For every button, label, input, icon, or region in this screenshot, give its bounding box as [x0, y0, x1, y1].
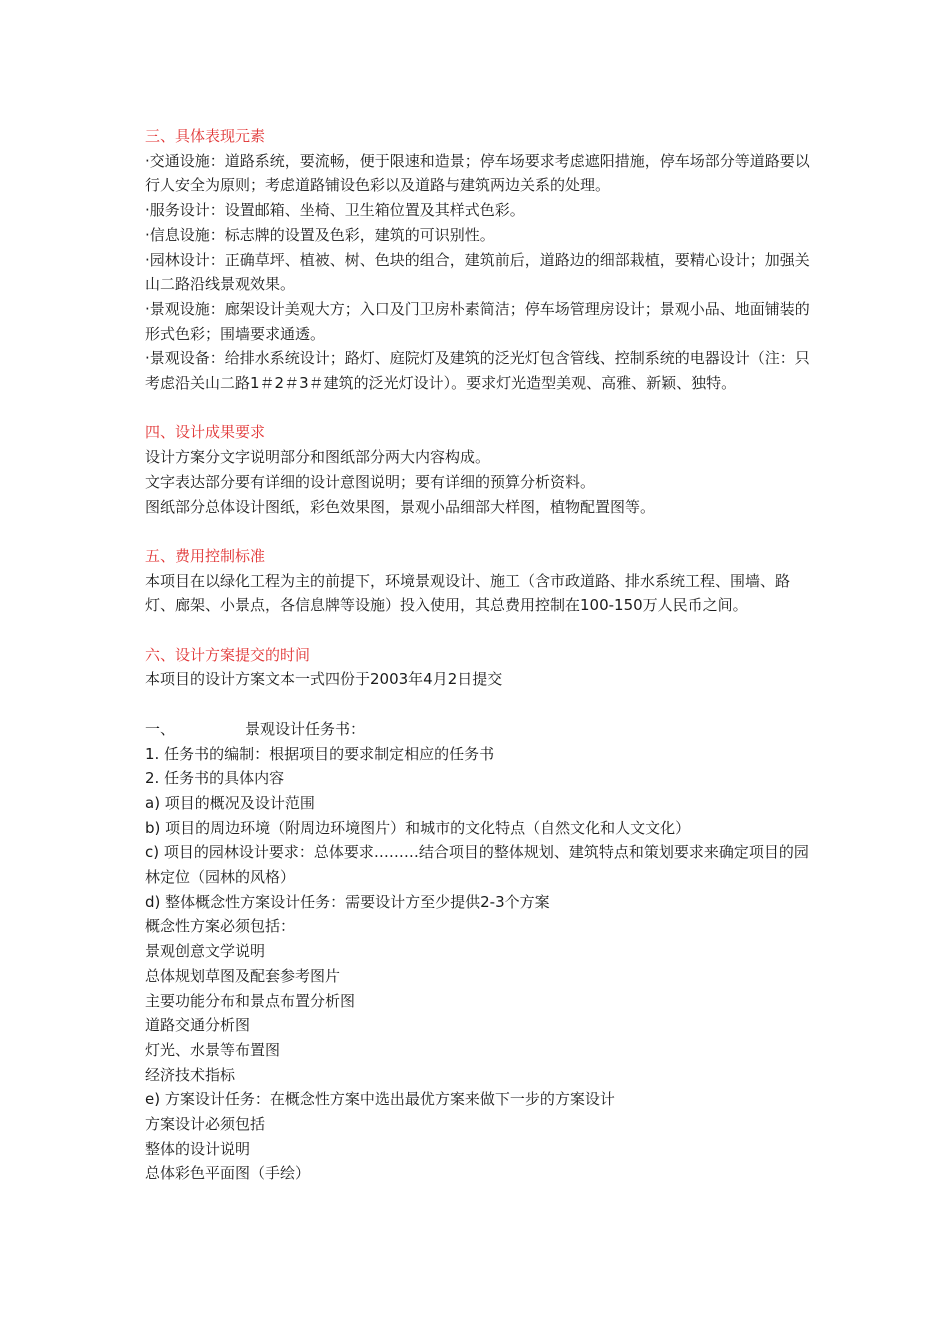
task-item: 方案设计必须包括 [145, 1115, 266, 1134]
spacer [145, 519, 810, 544]
task-item: 景观创意文学说明 [145, 942, 266, 961]
task-item: 2. 任务书的具体内容 [145, 769, 285, 788]
section3-heading: 三、具体表现元素 [145, 127, 266, 145]
task-item: 1. 任务书的编制：根据项目的要求制定相应的任务书 [145, 744, 495, 763]
task-item: 主要功能分布和景点布置分析图 [145, 991, 356, 1010]
section4-item: 设计方案分文字说明部分和图纸部分两大内容构成。 [145, 448, 491, 467]
task-item: 整体的设计说明 [145, 1139, 251, 1158]
document-body [145, 124, 810, 1186]
task-item: 总体彩色平面图（手绘） [145, 1164, 311, 1183]
section6-heading: 六、设计方案提交的时间 [145, 645, 311, 664]
task-item: e) 方案设计任务：在概念性方案中选出最优方案来做下一步的方案设计 [145, 1090, 615, 1109]
section5-item: 本项目在以绿化工程为主的前提下，环境景观设计、施工（含市政道路、排水系统工程、围墙、路灯、廊架、小景点，各信息牌等设施）投入使用，其总费用控制在100-150万人民币之间。 [145, 571, 791, 615]
task-item: d) 整体概念性方案设计任务：需要设计方至少提供2-3个方案 [145, 892, 550, 911]
task-item: 道路交通分析图 [145, 1016, 251, 1035]
section6-item: 本项目的设计方案文本一式四份于2003年4月2日提交 [145, 670, 503, 689]
section5-heading: 五、费用控制标准 [145, 546, 266, 565]
section4-item: 图纸部分总体设计图纸，彩色效果图，景观小品细部大样图，植物配置图等。 [145, 497, 656, 516]
task-item: 总体规划草图及配套参考图片 [145, 966, 341, 985]
task-heading-number: 一、 [145, 719, 176, 738]
section3-item-landscape-facility: ·景观设施：廊架设计美观大方；入口及门卫房朴素简洁；停车场管理房设计；景观小品、地面铺装的形式色彩；围墙要求通透。 [145, 299, 810, 343]
task-heading [145, 717, 810, 742]
spacer [145, 396, 810, 421]
task-item: b) 项目的周边环境（附周边环境图片）和城市的文化特点（自然文化和人文文化） [145, 818, 691, 837]
section3-item-landscape-equipment: ·景观设备：给排水系统设计；路灯、庭院灯及建筑的泛光灯包含管线、控制系统的电器设计（注：只考虑沿关山二路1＃2＃3＃建筑的泛光灯设计）。要求灯光造型美观、高雅、新颖、独特。 [145, 349, 810, 393]
section3-item-info: ·信息设施：标志牌的设置及色彩，建筑的可识别性。 [145, 225, 495, 244]
spacer [145, 692, 810, 717]
task-item: 经济技术指标 [145, 1065, 236, 1084]
task-item: 概念性方案必须包括： [145, 917, 296, 936]
section3-item-garden: ·园林设计：正确草坪、植被、树、色块的组合，建筑前后，道路边的细部栽植，要精心设计；加强关山二路沿线景观效果。 [145, 250, 810, 294]
task-item: c) 项目的园林设计要求：总体要求………结合项目的整体规划、建筑特点和策划要求来确定项目的园林定位（园林的风格） [145, 843, 809, 887]
spacer [145, 618, 810, 643]
task-heading-text: 景观设计任务书： [245, 719, 366, 738]
section3-item-service: ·服务设计：设置邮箱、坐椅、卫生箱位置及其样式色彩。 [145, 201, 525, 220]
section4-heading: 四、设计成果要求 [145, 423, 266, 442]
task-item: a) 项目的概况及设计范围 [145, 793, 315, 812]
section4-item: 文字表达部分要有详细的设计意图说明；要有详细的预算分析资料。 [145, 472, 596, 491]
task-item: 灯光、水景等布置图 [145, 1040, 281, 1059]
section3-item-traffic: ·交通设施：道路系统，要流畅，便于限速和造景；停车场要求考虑遮阳措施，停车场部分等道路要以行人安全为原则；考虑道路铺设色彩以及道路与建筑两边关系的处理。 [145, 151, 810, 195]
